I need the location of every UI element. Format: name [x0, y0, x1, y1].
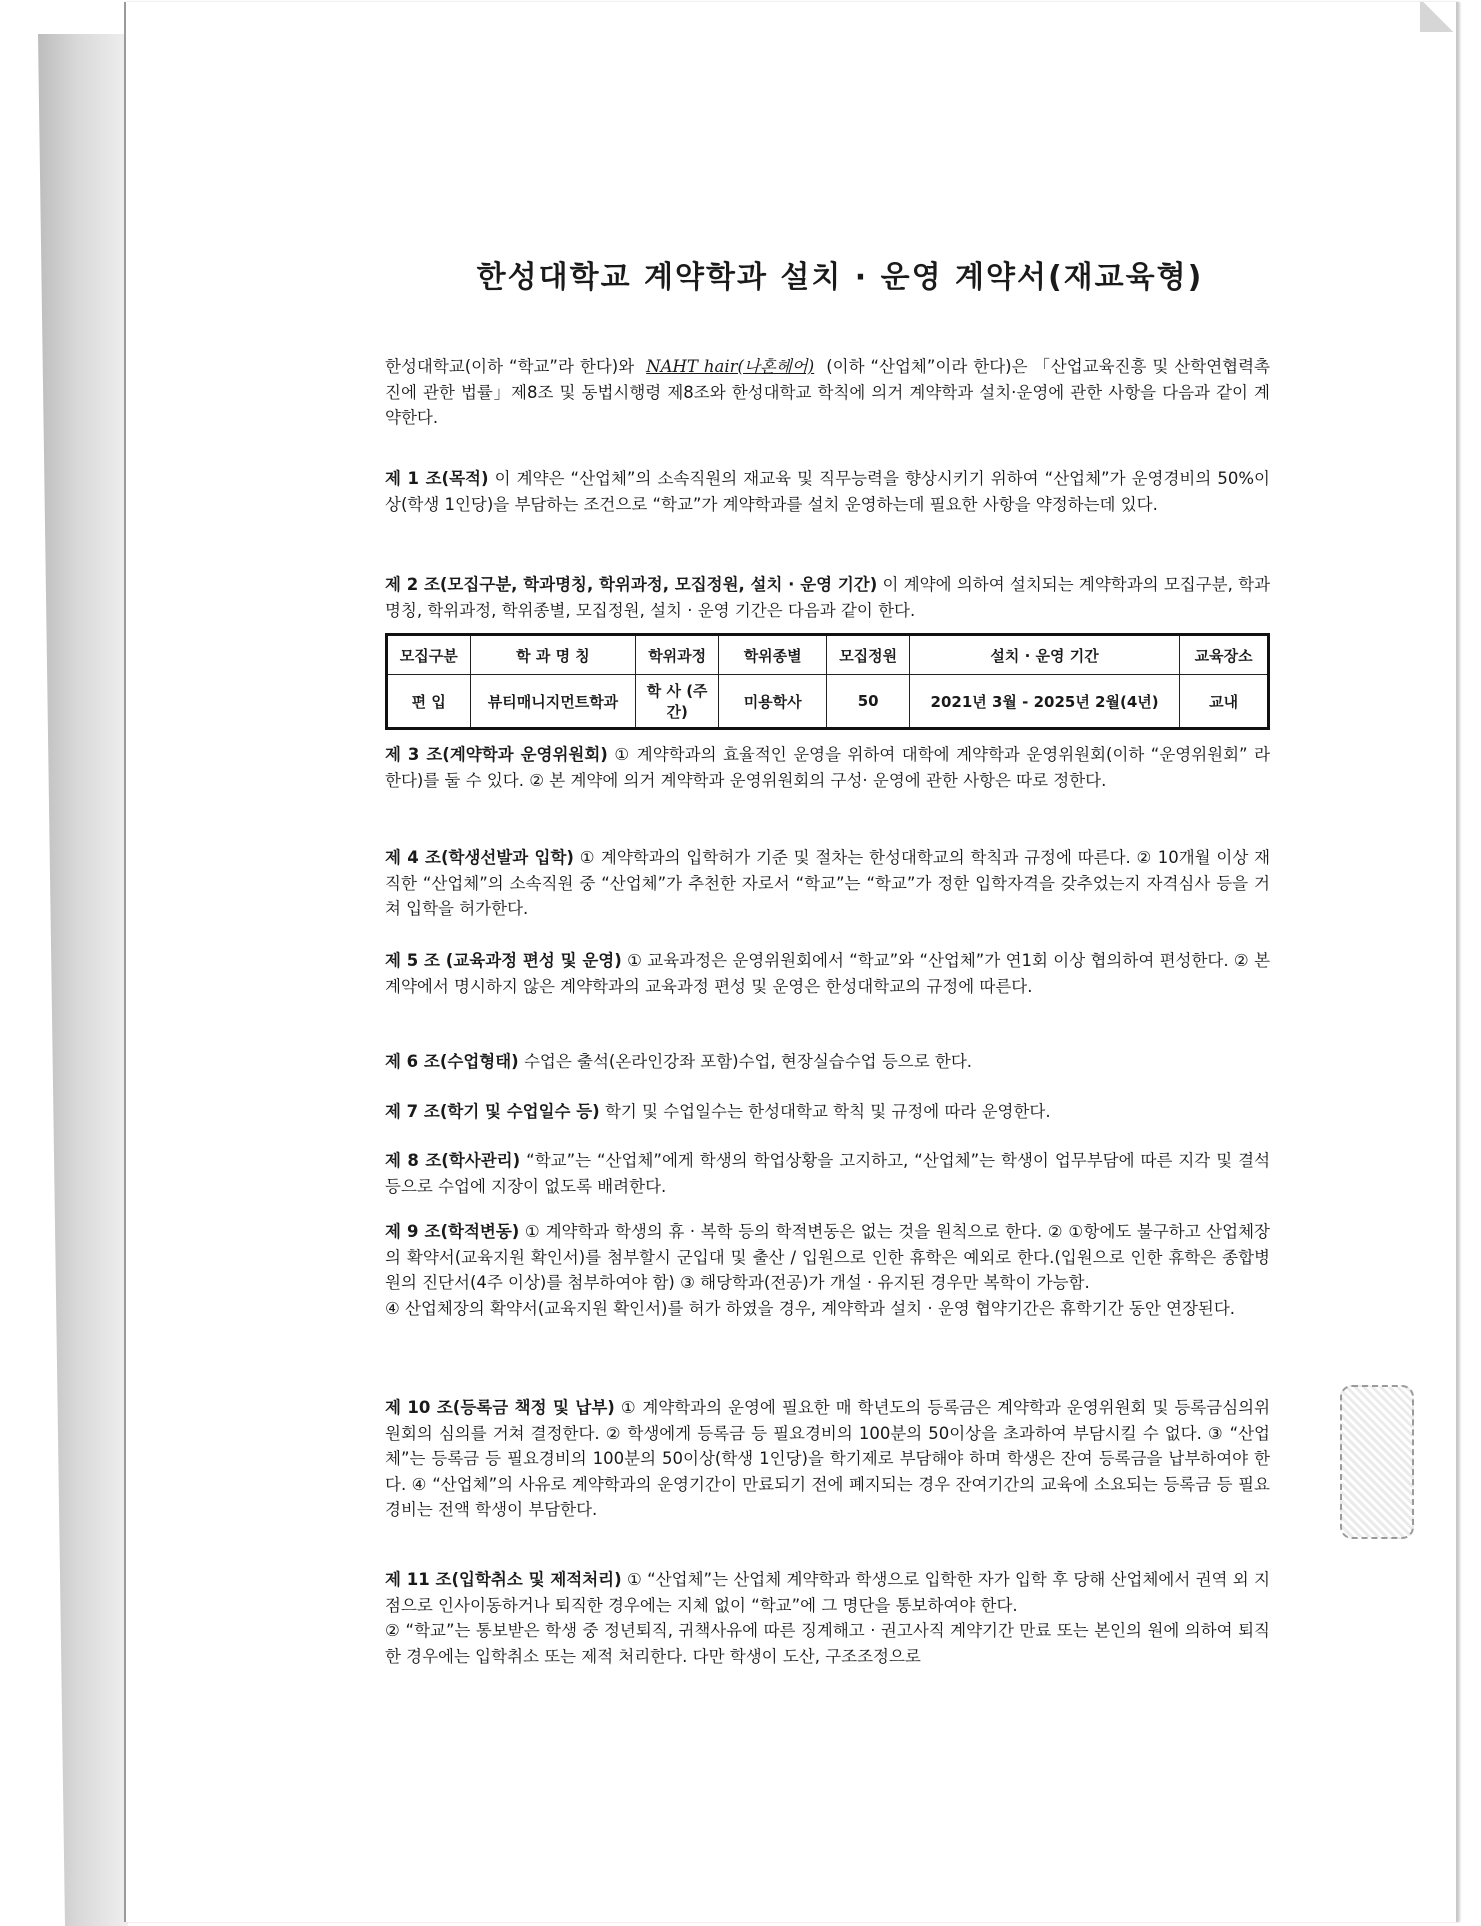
article-body: ① 계약학과 학생의 휴 · 복학 등의 학적변동은 없는 것을 원칙으로 한다. ② ①항에도 불구하고 산업체장의 확약서(교육지원 확인서)를 첨부할시 군입대 및 출산 / 입원으로 인한 휴학은 예외로 한다.(입원으로 인한 휴학은 종합병원의 진단서(4주 이상)를 첨부하여야 함) ③ 해당학과(전공)가 개설 · 유지된 경우만 복학이 가능함. [385, 1222, 1270, 1292]
article-heading: 제 8 조(학사관리) [385, 1151, 521, 1170]
table-header: 학위과정 [636, 635, 718, 675]
table-header: 학위종별 [718, 635, 827, 675]
article-3 [385, 742, 1270, 793]
book-edge [38, 34, 128, 1926]
article-11 [385, 1567, 1270, 1669]
article-1 [385, 466, 1270, 517]
article-heading: 제 10 조(등록금 책정 및 납부) [385, 1398, 615, 1417]
article-6 [385, 1049, 1270, 1075]
seal-stamp [1340, 1385, 1414, 1539]
article-heading: 제 7 조(학기 및 수업일수 등) [385, 1102, 600, 1121]
page-corner [1420, 2, 1456, 32]
article-heading: 제 1 조(목적) [385, 469, 489, 488]
intro-after: (이하 “산업체”이라 한다)은 「산업교육진흥 및 산학연협력촉진에 관한 법률」제8조 및 동법시행령 제8조와 한성대학교 학칙에 의거 계약학과 설치·운영에 관한 사항을 다음과 같이 계약한다. [385, 357, 1270, 427]
article-heading: 제 11 조(입학취소 및 제적처리) [385, 1570, 622, 1589]
article-heading: 제 2 조(모집구분, 학과명칭, 학위과정, 모집정원, 설치 · 운영 기간) [385, 575, 878, 594]
intro-before: 한성대학교(이하 “학교”라 한다)와 [385, 357, 635, 376]
article-4 [385, 845, 1270, 922]
article-body: 이 계약에 의하여 설치되는 계약학과의 모집구분, 학과명칭, 학위과정, 학위종별, 모집정원, 설치 · 운영 기간은 다음과 같이 한다. [385, 575, 1271, 620]
article-body: 수업은 출석(온라인강좌 포함)수업, 현장실습수업 등으로 한다. [523, 1052, 973, 1071]
article-7 [385, 1099, 1270, 1125]
table-row [387, 675, 1269, 729]
article-body: 학기 및 수업일수는 한성대학교 학칙 및 규정에 따라 운영한다. [604, 1102, 1051, 1121]
table-header: 모집정원 [827, 635, 909, 675]
table-cell: 학 사 (주간) [636, 675, 718, 729]
article-body: ① 계약학과의 효율적인 운영을 위하여 대학에 계약학과 운영위원회(이하 “운영위원회” 라 한다)를 둘 수 있다. ② 본 계약에 의거 계약학과 운영위원회의 구성· 운영에 관한 사항은 따로 정한다. [385, 745, 1271, 790]
handwritten-signature: NAHT hair(나혼헤어) [646, 357, 815, 376]
document-title: 한성대학교 계약학과 설치 · 운영 계약서(재교육형) [476, 260, 1204, 295]
article-9 [385, 1219, 1270, 1321]
article-body: ① 교육과정은 운영위원회에서 “학교”와 “산업체”가 연1회 이상 협의하여 편성한다. ② 본 계약에서 명시하지 않은 계약학과의 교육과정 편성 및 운영은 한성대학교의 규정에 따른다. [385, 951, 1271, 996]
article-10 [385, 1395, 1270, 1523]
article-heading: 제 9 조(학적변동) [385, 1222, 520, 1241]
table-header: 학 과 명 칭 [470, 635, 636, 675]
table-cell: 편 입 [387, 675, 471, 729]
article-body: ① 계약학과의 운영에 필요한 매 학년도의 등록금은 계약학과 운영위원회 및 등록금심의위원회의 심의를 거쳐 결정한다. ② 학생에게 등록금 등 필요경비의 100분의 50이상을 초과하여 부담시킬 수 없다. ③ “산업체”는 등록금 등 필요경비의 100분의 50이상(학생 1인당)을 학기제로 부담해야 하며 학생은 잔여 등록금을 납부하여야 한다. ④ “산업체”의 사유로 계약학과의 운영기간이 만료되기 전에 폐지되는 경우 잔여기간의 교육에 소요되는 등록금 등 필요 경비는 전액 학생이 부담한다. [385, 1398, 1271, 1519]
article-2 [385, 572, 1270, 623]
table-cell: 미용학사 [718, 675, 827, 729]
article-heading: 제 5 조 (교육과정 편성 및 운영) [385, 951, 622, 970]
article-body: “학교”는 “산업체”에게 학생의 학업상황을 고지하고, “산업체”는 학생이 업무부담에 따른 지각 및 결석 등으로 수업에 지장이 없도록 배려한다. [385, 1151, 1271, 1196]
article-heading: 제 4 조(학생선발과 입학) [385, 848, 574, 867]
article-heading: 제 6 조(수업형태) [385, 1052, 519, 1071]
table-header-row [387, 635, 1269, 675]
contract-table [385, 633, 1270, 730]
table-header: 설치 · 운영 기간 [909, 635, 1179, 675]
article-body: ① 계약학과의 입학허가 기준 및 절차는 한성대학교의 학칙과 규정에 따른다. ② 10개월 이상 재직한 “산업체”의 소속직원 중 “산업체”가 추천한 자로서 “학교”는 “학교”가 정한 입학자격을 갖추었는지 자격심사 등을 거쳐 입학을 허가한다. [385, 848, 1271, 918]
table-header: 모집구분 [387, 635, 471, 675]
article-extra: ② “학교”는 통보받은 학생 중 정년퇴직, 귀책사유에 따른 징계해고 · 권고사직 계약기간 만료 또는 본인의 원에 의하여 퇴직한 경우에는 입학취소 또는 제적 처리한다. 다만 학생이 도산, 구조조정으로 [385, 1621, 1270, 1666]
table-cell: 2021년 3월 - 2025년 2월(4년) [909, 675, 1179, 729]
table-cell: 50 [827, 675, 909, 729]
article-8 [385, 1148, 1270, 1199]
intro-paragraph [385, 354, 1270, 431]
table-header: 교육장소 [1180, 635, 1269, 675]
article-body: 이 계약은 “산업체”의 소속직원의 재교육 및 직무능력을 향상시키기 위하여 “산업체”가 운영경비의 50%이상(학생 1인당)을 부담하는 조건으로 “학교”가 계약학과를 설치 운영하는데 필요한 사항을 약정하는데 있다. [385, 469, 1270, 514]
table-cell: 교내 [1180, 675, 1269, 729]
article-heading: 제 3 조(계약학과 운영위원회) [385, 745, 608, 764]
article-body: ① “산업체”는 산업체 계약학과 학생으로 입학한 자가 입학 후 당해 산업체에서 권역 외 지점으로 인사이동하거나 퇴직한 경우에는 지체 없이 “학교”에 그 명단을 통보하여야 한다. [385, 1570, 1271, 1615]
article-5 [385, 948, 1270, 999]
table-cell: 뷰티매니지먼트학과 [470, 675, 636, 729]
article-extra: ④ 산업체장의 확약서(교육지원 확인서)를 허가 하였을 경우, 계약학과 설치 · 운영 협약기간은 휴학기간 동안 연장된다. [385, 1298, 1236, 1318]
